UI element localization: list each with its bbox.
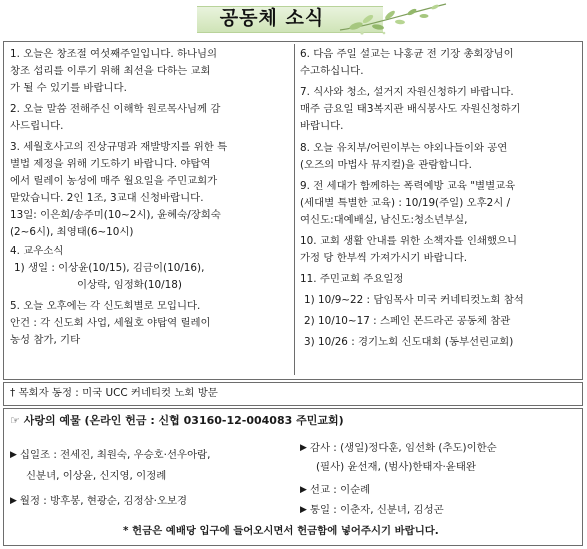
offering-line: ▶ 통일 : 이춘자, 신분녀, 김성곤: [300, 504, 444, 516]
notice-line: 창조 섭리를 이루기 위해 최선을 다하는 교회: [10, 65, 211, 77]
notice-line: 11. 주민교회 주요일정: [300, 273, 404, 285]
offering-heading: [10, 413, 344, 430]
pastor-news-text: 목회자 동정 : 미국 UCC 커네티컷 노회 방문: [18, 387, 218, 399]
triangle-bullet-icon: ▶: [300, 505, 307, 515]
notice-line: 13일: 이은희/송주미(10~2시), 윤혜숙/장희숙: [10, 209, 221, 221]
notice-line: 가정 당 한부씩 가져가시기 바랍니다.: [300, 252, 468, 264]
notice-line: 수고하십니다.: [300, 65, 364, 77]
notice-line: 6. 다음 주일 설교는 나홍균 전 기장 총회장님이: [300, 48, 514, 60]
offering-title: 사랑의 예물 (온라인 헌금 : 신협 03160-12-004083 주민교회): [23, 414, 344, 427]
notice-line: 2) 10/10~17 : 스페인 몬드라곤 공동체 참관: [304, 315, 511, 327]
notice-line: (오즈의 마법사 뮤지컬)을 관람합니다.: [300, 159, 472, 171]
notice-line: 10. 교회 생활 안내를 위한 소책자를 인쇄했으니: [300, 235, 518, 247]
leaf-decoration-icon: [338, 0, 448, 38]
pastor-news: [10, 385, 218, 402]
offering-line: ▶ 십일조 : 전세진, 최원숙, 우승호·선우아람,: [10, 449, 211, 461]
notice-line: 8. 오늘 유치부/어린이부는 야외나들이와 공연: [300, 142, 508, 154]
triangle-bullet-icon: ▶: [300, 443, 307, 453]
notice-line: 3. 세월호사고의 진상규명과 재발방지를 위한 특: [10, 141, 228, 153]
notice-line: 2. 오늘 말씀 전해주신 이해학 원로목사님께 감: [10, 103, 221, 115]
notice-line: 맡았습니다. 2인 1조, 3교대 신청바랍니다.: [10, 192, 204, 204]
pointing-hand-icon: ☞: [10, 414, 20, 427]
offering-line: ▶ 월정 : 방후봉, 현광순, 김정삼·오보경: [10, 495, 188, 507]
notice-line: 바랍니다.: [300, 120, 344, 132]
notice-line: 1) 생일 : 이상윤(10/15), 김금이(10/16),: [14, 262, 205, 274]
offering-line: 신분녀, 이상윤, 신지영, 이정례: [26, 470, 167, 482]
notice-line: (2~6시), 최영태(6~10시): [10, 226, 134, 238]
notice-line: 5. 오늘 오후에는 각 신도회별로 모입니다.: [10, 300, 201, 312]
notice-line: 1. 오늘은 창조절 여섯째주일입니다. 하나님의: [10, 48, 218, 60]
triangle-bullet-icon: ▶: [300, 485, 307, 495]
notice-line: 가 될 수 있기를 바랍니다.: [10, 82, 127, 94]
page-header: [0, 0, 587, 38]
notice-line: 안건 : 각 신도회 사업, 세월호 야탑역 릴레이: [10, 317, 211, 329]
triangle-bullet-icon: ▶: [10, 496, 17, 506]
notice-line: 이상락, 임정화(10/18): [77, 279, 182, 291]
offering-line: ▶ 감사 : (생일)정다훈, 임선화 (추도)이한순: [300, 442, 497, 454]
triangle-bullet-icon: ▶: [10, 450, 17, 460]
notice-line: 농성 참가, 기타: [10, 334, 81, 346]
notice-line: 에서 릴레이 농성에 매주 월요일을 주민교회가: [10, 175, 218, 187]
notice-line: 4. 교우소식: [10, 245, 64, 257]
notice-line: 매주 금요일 태3복지관 배식봉사도 자원신청하기: [300, 103, 521, 115]
notice-line: 9. 전 세대가 함께하는 폭력예방 교육 "별별교육: [300, 180, 516, 192]
offering-line: ▶ 선교 : 이순례: [300, 484, 371, 496]
notice-line: 1) 10/9~22 : 담임목사 미국 커네티컷노회 참석: [304, 294, 524, 306]
offering-footer-note: * 헌금은 예배당 입구에 들어오시면서 헌금함에 넣어주시기 바랍니다.: [123, 525, 439, 537]
notice-line: 3) 10/26 : 경기노회 신도대회 (동부선린교회): [304, 336, 514, 348]
notice-line: 여신도:대예배실, 남신도:청소년부실,: [300, 214, 468, 226]
page-title: 공동체 소식: [219, 7, 325, 29]
notice-line: (세대별 특별한 교육) : 10/19(주일) 오후2시 /: [300, 197, 511, 209]
notice-line: 사드립니다.: [10, 120, 64, 132]
notice-line: 별법 제정을 위해 기도하기 바랍니다. 야탑역: [10, 158, 211, 170]
column-divider: [294, 44, 295, 375]
notice-line: 7. 식사와 청소, 설거지 자원신청하기 바랍니다.: [300, 86, 514, 98]
cross-icon: †: [10, 387, 16, 399]
offering-line: (필사) 윤선재, (범사)한태자·윤태완: [316, 461, 476, 473]
